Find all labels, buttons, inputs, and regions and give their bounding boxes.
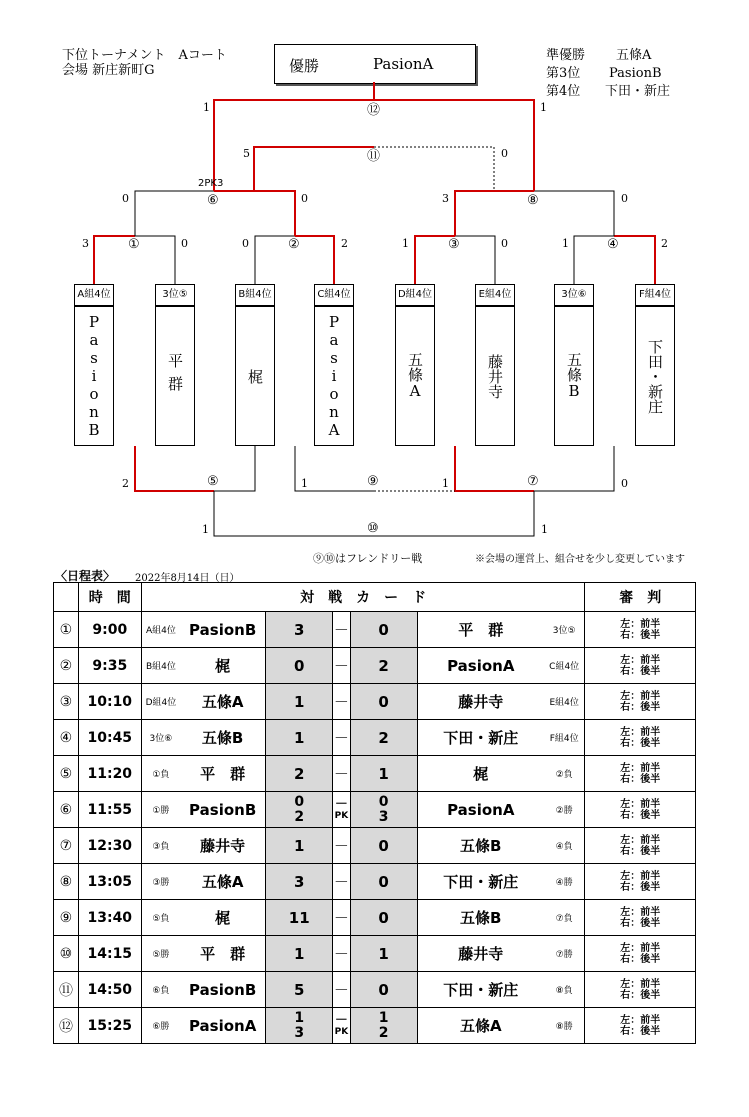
bracket-line-m10-left	[214, 491, 374, 536]
score-right-pk: 2	[378, 1024, 389, 1041]
left-team: 梶	[180, 900, 266, 936]
score-right: 0	[350, 828, 417, 864]
match-mark-10: ⑩	[367, 521, 379, 536]
match-time: 11:20	[78, 756, 141, 792]
rank-runner-up-value: 五條A	[616, 48, 652, 63]
score-dash: －	[333, 972, 350, 1008]
left-team: 五條B	[180, 720, 266, 756]
table-row	[54, 792, 696, 828]
referee-second-half: 右：後半	[620, 881, 661, 893]
left-team: PasionB	[180, 612, 266, 648]
referee-first-half: 左：前半	[620, 762, 661, 774]
score-left-pk: 3	[294, 1024, 305, 1041]
right-team: 下田・新庄	[417, 864, 544, 900]
right-seed: ⑦勝	[544, 936, 585, 972]
match-number: ①	[54, 612, 79, 648]
left-team: PasionA	[180, 1008, 266, 1044]
table-row	[54, 936, 696, 972]
table-row	[54, 1008, 696, 1044]
score-dash: －	[333, 900, 350, 936]
champion-value: PasionA	[373, 55, 434, 73]
table-row	[54, 720, 696, 756]
match-time: 14:15	[78, 936, 141, 972]
left-team: 藤井寺	[180, 828, 266, 864]
bracket-line-final-right	[374, 100, 534, 191]
venue-note: ※会場の運営上、組合せを少し変更しています	[475, 554, 685, 565]
right-team: 五條B	[417, 900, 544, 936]
referee-first-half: 左：前半	[620, 618, 661, 630]
referee	[585, 972, 696, 1008]
match-time: 9:00	[78, 612, 141, 648]
bracket-line-m5-right	[214, 446, 255, 491]
score-m10-left: 1	[202, 523, 209, 536]
score-dash: －	[333, 648, 350, 684]
rank-third-value: PasionB	[609, 66, 662, 81]
table-row	[54, 648, 696, 684]
score-right	[350, 1008, 417, 1044]
score-dash: －	[333, 864, 350, 900]
schedule-date: 2022年8月14日（日）	[135, 573, 240, 584]
referee	[585, 612, 696, 648]
match-mark-7: ⑦	[527, 474, 539, 489]
left-seed: ③負	[141, 828, 180, 864]
team-seed-label: B組4位	[235, 284, 275, 306]
score-right: 2	[350, 648, 417, 684]
bracket-line-m8-right	[534, 191, 614, 236]
referee-second-half: 右：後半	[620, 773, 661, 785]
left-team: PasionB	[180, 792, 266, 828]
bracket-line-m11-right	[374, 147, 494, 191]
right-team: 下田・新庄	[417, 720, 544, 756]
bracket-line-m3-lose	[455, 236, 495, 284]
score-left: 1	[266, 936, 333, 972]
left-team: 平 群	[180, 756, 266, 792]
bracket-line-m1-lose	[135, 236, 175, 284]
referee	[585, 828, 696, 864]
referee	[585, 936, 696, 972]
score-m8-left: 3	[442, 192, 449, 205]
left-seed: D組4位	[141, 684, 180, 720]
team-name: 藤井寺	[486, 353, 504, 399]
score-right: 0	[350, 612, 417, 648]
referee	[585, 900, 696, 936]
left-team: 五條A	[180, 864, 266, 900]
score-m4-left: 1	[562, 237, 569, 250]
referee-second-half: 右：後半	[620, 629, 661, 641]
team-seed-label: 3位⑥	[554, 284, 594, 306]
table-row	[54, 900, 696, 936]
right-seed: ⑦負	[544, 900, 585, 936]
score-left	[266, 792, 333, 828]
right-seed: ⑧負	[544, 972, 585, 1008]
match-number: ⑤	[54, 756, 79, 792]
referee-second-half: 右：後半	[620, 737, 661, 749]
referee	[585, 756, 696, 792]
match-mark-9: ⑨	[367, 474, 379, 489]
referee-second-half: 右：後半	[620, 1025, 661, 1037]
bracket-line-m10-right	[374, 491, 534, 536]
bracket-line-m2-win	[295, 236, 334, 284]
referee	[585, 648, 696, 684]
score-right: 0	[350, 684, 417, 720]
score-right-pk: 3	[378, 808, 389, 825]
score-m12-left: 1	[203, 101, 210, 114]
referee	[585, 864, 696, 900]
score-m5-right: 1	[301, 477, 308, 490]
right-team: 梶	[417, 756, 544, 792]
left-seed: ①勝	[141, 792, 180, 828]
match-time: 15:25	[78, 1008, 141, 1044]
referee	[585, 684, 696, 720]
team-name: 平群	[166, 353, 184, 399]
right-team: PasionA	[417, 792, 544, 828]
score-right-reg: 1	[378, 1009, 389, 1026]
table-row	[54, 864, 696, 900]
bracket-line-m7-right	[534, 446, 614, 491]
table-row	[54, 756, 696, 792]
schedule-header-row	[54, 583, 696, 612]
score-m5-left: 2	[122, 477, 129, 490]
friendly-note: ⑨⑩はフレンドリー戦	[313, 552, 423, 565]
match-number: ⑦	[54, 828, 79, 864]
right-seed: ②勝	[544, 792, 585, 828]
score-m10-right: 1	[541, 523, 548, 536]
score-dash: －	[333, 936, 350, 972]
left-seed: 3位⑥	[141, 720, 180, 756]
bracket-line-m6-right	[214, 191, 295, 236]
score-right: 0	[350, 972, 417, 1008]
team-seed-label: 3位⑤	[155, 284, 195, 306]
team-box	[314, 306, 354, 446]
right-seed: ④負	[544, 828, 585, 864]
right-seed: ⑧勝	[544, 1008, 585, 1044]
left-seed: ⑤負	[141, 900, 180, 936]
match-time: 12:30	[78, 828, 141, 864]
match-number: ⑫	[54, 1008, 79, 1044]
score-left-pk: 2	[294, 808, 305, 825]
bracket-line-final-left	[214, 100, 374, 191]
left-seed: ①負	[141, 756, 180, 792]
pk-label: PK	[334, 811, 349, 821]
rank-runner-up-label: 準優勝	[546, 48, 586, 63]
bracket-line-m7-left	[455, 446, 534, 491]
score-right: 0	[350, 864, 417, 900]
bracket-line-m11-left	[254, 147, 374, 191]
team-box	[475, 306, 515, 446]
right-team: 五條A	[417, 1008, 544, 1044]
right-team: 平 群	[417, 612, 544, 648]
referee-first-half: 左：前半	[620, 870, 661, 882]
table-row	[54, 684, 696, 720]
left-team: 梶	[180, 648, 266, 684]
team-seed-label: C組4位	[314, 284, 354, 306]
score-right-reg: 0	[378, 793, 389, 810]
right-seed: ②負	[544, 756, 585, 792]
referee-first-half: 左：前半	[620, 798, 661, 810]
score-dash: －	[333, 720, 350, 756]
match-number: ⑪	[54, 972, 79, 1008]
match-time: 10:10	[78, 684, 141, 720]
team-box	[635, 306, 675, 446]
score-m3-right: 0	[501, 237, 508, 250]
score-dash: －	[333, 828, 350, 864]
referee	[585, 720, 696, 756]
team-seed-label: D組4位	[395, 284, 435, 306]
bracket-line-m4-win	[614, 236, 655, 284]
rank-fourth-label: 第4位	[546, 84, 581, 99]
team-name: 五條A	[406, 352, 424, 400]
match-number: ⑨	[54, 900, 79, 936]
score-left: 1	[266, 684, 333, 720]
score-m2-right: 2	[341, 237, 348, 250]
right-seed: ④勝	[544, 864, 585, 900]
referee-first-half: 左：前半	[620, 690, 661, 702]
score-m7-right: 0	[621, 477, 628, 490]
team-name: PasionB	[85, 313, 103, 439]
team-seed-label: E組4位	[475, 284, 515, 306]
score-right: 0	[350, 900, 417, 936]
schedule-table	[53, 582, 696, 1044]
left-seed: B組4位	[141, 648, 180, 684]
referee-first-half: 左：前半	[620, 978, 661, 990]
score-m11-right: 0	[501, 147, 508, 160]
match-time: 13:05	[78, 864, 141, 900]
score-left: 1	[266, 720, 333, 756]
score-right	[350, 792, 417, 828]
referee-second-half: 右：後半	[620, 917, 661, 929]
table-row	[54, 828, 696, 864]
right-team: 藤井寺	[417, 936, 544, 972]
match-number: ②	[54, 648, 79, 684]
score-left: 1	[266, 828, 333, 864]
score-m2-left: 0	[242, 237, 249, 250]
score-left: 5	[266, 972, 333, 1008]
match-mark-5: ⑤	[207, 474, 219, 489]
referee-first-half: 左：前半	[620, 654, 661, 666]
right-seed: E組4位	[544, 684, 585, 720]
score-left-reg: 1	[294, 1009, 305, 1026]
bracket-line-m8-left	[455, 191, 534, 236]
match-number: ④	[54, 720, 79, 756]
referee	[585, 1008, 696, 1044]
score-left	[266, 1008, 333, 1044]
right-seed: 3位⑤	[544, 612, 585, 648]
match-mark-1: ①	[128, 237, 140, 252]
right-team: 五條B	[417, 828, 544, 864]
team-box	[74, 306, 114, 446]
score-m11-left: 5	[243, 147, 250, 160]
match-time: 14:50	[78, 972, 141, 1008]
match-mark-8: ⑧	[527, 193, 539, 208]
referee	[585, 792, 696, 828]
referee-first-half: 左：前半	[620, 1014, 661, 1026]
score-m4-right: 2	[661, 237, 668, 250]
referee-first-half: 左：前半	[620, 942, 661, 954]
score-left-reg: 0	[294, 793, 305, 810]
team-box	[155, 306, 195, 446]
match-time: 11:55	[78, 792, 141, 828]
pk-note: 2PK3	[198, 178, 224, 189]
score-m1-right: 0	[181, 237, 188, 250]
referee-first-half: 左：前半	[620, 726, 661, 738]
rank-fourth-value: 下田・新庄	[605, 84, 671, 99]
team-name: 五條B	[565, 352, 583, 400]
score-left: 2	[266, 756, 333, 792]
left-team: PasionB	[180, 972, 266, 1008]
score-dash: －	[333, 684, 350, 720]
match-mark-12: ⑫	[367, 103, 381, 118]
match-mark-2: ②	[288, 237, 300, 252]
bracket-line-m6-left	[135, 191, 214, 236]
pk-label: PK	[334, 1027, 349, 1037]
dash: －	[334, 797, 348, 812]
team-seed-label: F組4位	[635, 284, 675, 306]
match-mark-6: ⑥	[207, 193, 219, 208]
score-left: 3	[266, 612, 333, 648]
match-mark-3: ③	[448, 237, 460, 252]
left-seed: ⑥勝	[141, 1008, 180, 1044]
right-team: PasionA	[417, 648, 544, 684]
left-seed: A組4位	[141, 612, 180, 648]
left-seed: ③勝	[141, 864, 180, 900]
match-mark-4: ④	[607, 237, 619, 252]
schedule-title: 〈日程表〉	[55, 569, 116, 583]
table-row	[54, 972, 696, 1008]
score-m6-left: 0	[122, 192, 129, 205]
score-m9-right: 1	[442, 477, 449, 490]
referee-second-half: 右：後半	[620, 953, 661, 965]
match-number: ⑥	[54, 792, 79, 828]
match-number: ⑩	[54, 936, 79, 972]
header-ref: 審 判	[585, 583, 696, 612]
referee-first-half: 左：前半	[620, 906, 661, 918]
score-dash: －	[333, 612, 350, 648]
team-box	[235, 306, 275, 446]
tournament-title: 下位トーナメント Aコート	[62, 48, 227, 63]
champion-label: 優勝	[289, 57, 320, 75]
team-name: 下田・新庄	[646, 338, 664, 414]
bracket-line-m5-left	[135, 446, 214, 491]
match-mark-11: ⑪	[367, 149, 381, 164]
rank-third-label: 第3位	[546, 66, 581, 81]
right-seed: C組4位	[544, 648, 585, 684]
left-team: 平 群	[180, 936, 266, 972]
team-name: 梶	[246, 368, 264, 384]
left-seed: ⑤勝	[141, 936, 180, 972]
score-left: 3	[266, 864, 333, 900]
score-m6-right: 0	[301, 192, 308, 205]
referee-second-half: 右：後半	[620, 665, 661, 677]
header-no	[54, 583, 79, 612]
venue-label: 会場 新庄新町G	[62, 63, 155, 78]
dash: －	[334, 1013, 348, 1028]
right-team: 下田・新庄	[417, 972, 544, 1008]
header-time: 時 間	[78, 583, 141, 612]
score-m3-left: 1	[402, 237, 409, 250]
referee-second-half: 右：後半	[620, 845, 661, 857]
referee-second-half: 右：後半	[620, 809, 661, 821]
score-left: 11	[266, 900, 333, 936]
score-dash	[333, 792, 350, 828]
match-time: 10:45	[78, 720, 141, 756]
score-left: 0	[266, 648, 333, 684]
right-seed: F組4位	[544, 720, 585, 756]
score-dash	[333, 1008, 350, 1044]
header-card: 対 戦 カ ー ド	[141, 583, 585, 612]
score-m8-right: 0	[621, 192, 628, 205]
referee-first-half: 左：前半	[620, 834, 661, 846]
team-box	[554, 306, 594, 446]
team-name: PasionA	[325, 313, 343, 439]
table-row	[54, 612, 696, 648]
score-dash: －	[333, 756, 350, 792]
score-m1-left: 3	[82, 237, 89, 250]
score-right: 1	[350, 936, 417, 972]
left-team: 五條A	[180, 684, 266, 720]
score-right: 2	[350, 720, 417, 756]
score-right: 1	[350, 756, 417, 792]
team-seed-label: A組4位	[74, 284, 114, 306]
right-team: 藤井寺	[417, 684, 544, 720]
left-seed: ⑥負	[141, 972, 180, 1008]
score-m12-right: 1	[540, 101, 547, 114]
match-number: ⑧	[54, 864, 79, 900]
match-time: 9:35	[78, 648, 141, 684]
match-number: ③	[54, 684, 79, 720]
team-box	[395, 306, 435, 446]
referee-second-half: 右：後半	[620, 701, 661, 713]
referee-second-half: 右：後半	[620, 989, 661, 1001]
match-time: 13:40	[78, 900, 141, 936]
